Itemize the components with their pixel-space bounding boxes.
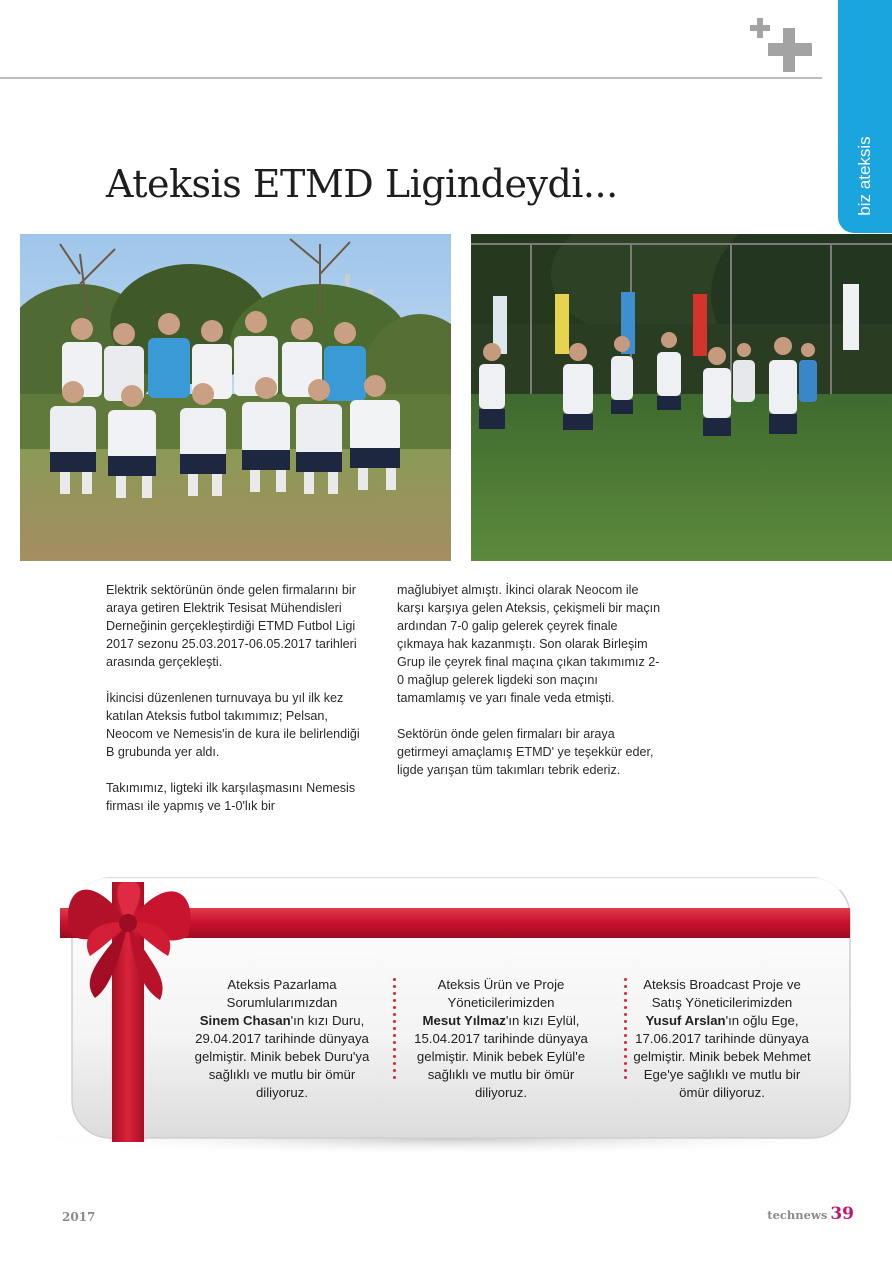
paragraph: Takımımız, ligteki ilk karşılaşmasını Nemesis firması ile yapmış ve 1-0'lık bir xyxy=(106,781,356,813)
divider-dots xyxy=(624,976,627,1082)
paragraph: Elektrik sektörünün önde gelen firmalarını bir araya getiren Elektrik Tesisat Mühendisleri Derneğinin gerçekleştirdiği ETMD Futbol Ligi 2017 sezonu 25.03.2017-06.05.2017 tarihleri arasında gerçekleşti. xyxy=(106,583,357,669)
article-column-1 xyxy=(106,581,371,833)
divider-dots xyxy=(393,976,396,1082)
footer-brand xyxy=(767,1204,854,1224)
header-rule xyxy=(0,77,822,79)
page-number: 39 xyxy=(830,1204,854,1224)
announcement-name: Sinem Chasan xyxy=(199,1013,291,1028)
section-tab-label: biz ateksis xyxy=(855,136,874,216)
announcement-text: 'ın kızı Eylül, 15.04.2017 tarihinde dünyaya gelmiştir. Minik bebek Eylül'e sağlıklı ve mutlu bir ömür diliyoruz. xyxy=(414,1013,588,1100)
paragraph: İkincisi düzenlenen turnuvaya bu yıl ilk kez katılan Ateksis futbol takımımız; Pelsan, Neocom ve Nemesis'in de kura ile belirlendiği B grubunda yer aldı. xyxy=(106,691,360,759)
announcement-text: 'ın oğlu Ege, 17.06.2017 tarihinde dünyaya gelmiştir. Minik bebek Mehmet Ege'ye sağlıklı ve mutlu bir ömür diliyoruz. xyxy=(633,1013,811,1100)
birth-announcement xyxy=(412,976,590,1102)
announcement-intro: Ateksis Broadcast Proje ve Satış Yöneticilerimizden xyxy=(643,977,801,1010)
article-title: Ateksis ETMD Ligindeydi... xyxy=(106,162,618,206)
double-plus-icon xyxy=(750,18,814,72)
team-photo xyxy=(20,234,451,561)
match-photo xyxy=(471,234,892,561)
birth-announcement xyxy=(633,976,811,1102)
announcement-name: Yusuf Arslan xyxy=(645,1013,726,1028)
footer-year: 2017 xyxy=(62,1210,96,1224)
announcement-intro: Ateksis Pazarlama Sorumlularımızdan xyxy=(226,977,338,1010)
paragraph: mağlubiyet almıştı. İkinci olarak Neocom ile karşı karşıya gelen Ateksis, çekişmeli bir maçın ardından 7-0 galip gelerek çeyrek finale çıkmaya hak kazanmıştı. Son olarak Birleşim Grup ile çeyrek final maçına çıkan takımımız 2-0 mağlup gelerek ligdeki son maçını tamamlamış ve yarı finale veda etmişti. xyxy=(397,583,661,705)
announcement-text: 'ın kızı Duru, 29.04.2017 tarihinde dünyaya gelmiştir. Minik bebek Duru'ya sağlıklı ve mutlu bir ömür diliyoruz. xyxy=(194,1013,370,1100)
paragraph: Sektörün önde gelen firmaları bir araya getirmeyi amaçlamış ETMD' ye teşekkür eder, ligde yarışan tüm takımları tebrik ederiz. xyxy=(397,727,654,777)
magazine-name: technews xyxy=(767,1208,828,1222)
announcement-intro: Ateksis Ürün ve Proje Yöneticilerimizden xyxy=(437,977,565,1010)
section-tab xyxy=(838,0,892,233)
announcement-name: Mesut Yılmaz xyxy=(422,1013,506,1028)
article-column-2 xyxy=(397,581,662,797)
birth-announcement xyxy=(193,976,371,1102)
